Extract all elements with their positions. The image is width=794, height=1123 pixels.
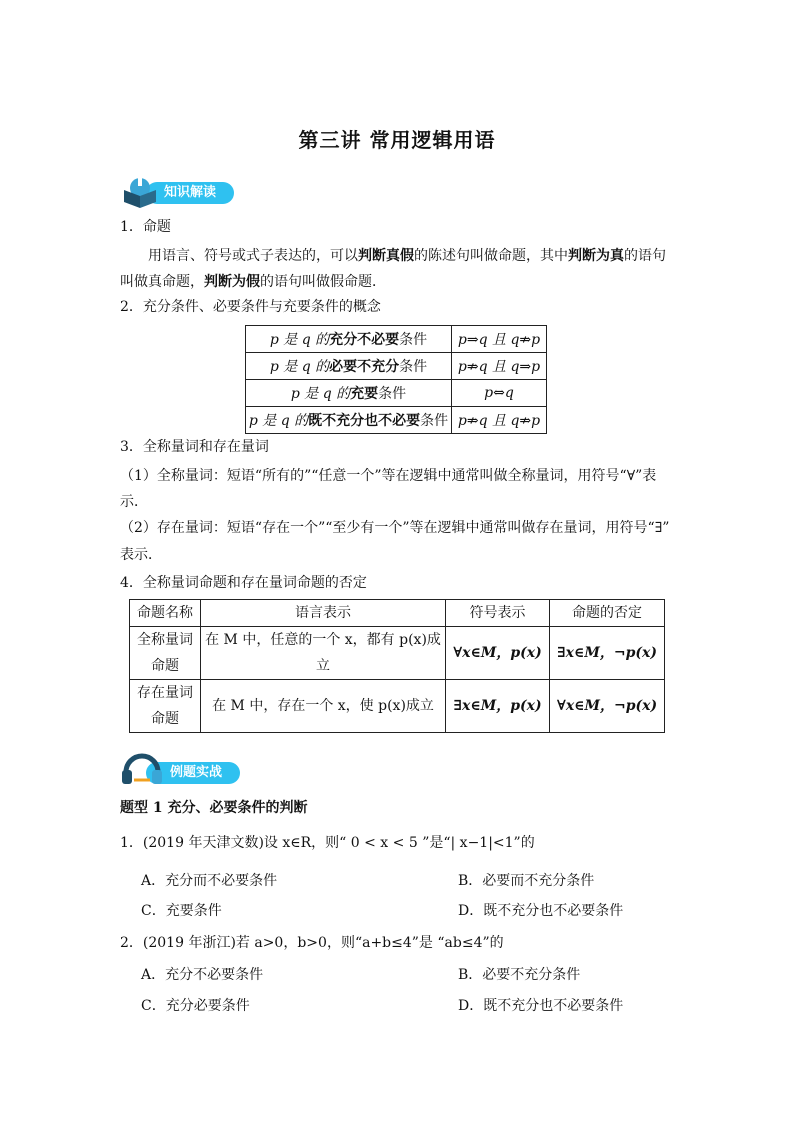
condition-cell: [246, 380, 452, 407]
header-cell: 命题名称: [130, 600, 201, 627]
lang-cell: 在 M 中，存在一个 x，使 p(x)成立: [201, 680, 446, 733]
s1-paragraph: [120, 243, 670, 295]
type1-heading: 题型 1 充分、必要条件的判断: [120, 800, 308, 816]
s3-p2b: 表示．: [120, 547, 162, 563]
sym-cell: ∃x∈M，p(x): [446, 680, 550, 733]
banner-label: 知识解读: [146, 182, 234, 204]
cell-text: 条件: [399, 332, 428, 348]
q1-option-d: D．既不充分也不必要条件: [458, 903, 624, 919]
cell-text: p 是 q 的: [248, 413, 309, 429]
cell-em: 充要: [350, 386, 379, 402]
q2-option-b: B．必要不充分条件: [458, 967, 581, 983]
symbol-cell: p⇔q: [452, 380, 547, 407]
section-banner-examples: [120, 756, 260, 786]
neg-cell: ∀x∈M，¬p(x): [550, 680, 665, 733]
table-row: [130, 680, 665, 733]
s1-text: 的陈述句叫做命题，其中: [414, 248, 568, 264]
q1-option-a: A．充分而不必要条件: [141, 873, 278, 889]
name-line: 命题: [151, 711, 179, 727]
symbol-cell: p⇒q 且 q⇏p: [452, 326, 547, 353]
q2-stem: 2．(2019 年浙江)若 a>0，b>0，则“a+b≤4”是 “ab≤4”的: [120, 935, 504, 951]
s3-p1b: 示．: [120, 494, 148, 510]
cell-text: p 是 q 的: [290, 386, 351, 402]
s1-em: 判断真假: [358, 248, 414, 264]
condition-cell: [246, 326, 452, 353]
q2-option-d: D．既不充分也不必要条件: [458, 998, 624, 1014]
condition-cell: [246, 407, 452, 434]
s1-text: 的语句叫做假命题．: [260, 274, 386, 290]
s1-heading: 1．命题: [120, 219, 171, 235]
header-cell: 语言表示: [201, 600, 446, 627]
q1-stem: 1．(2019 年天津文数)设 x∈R，则“ 0 < x < 5 ”是“| x−1|<1”的: [120, 835, 535, 851]
name-cell: [130, 627, 201, 680]
table-row: [246, 407, 547, 434]
s1-text: 的语句叫做真命题，: [120, 248, 666, 290]
name-cell: [130, 680, 201, 733]
q1-option-c: C．充要条件: [141, 903, 222, 919]
conditions-table: [245, 325, 547, 434]
symbol-cell: p⇏q 且 q⇒p: [452, 353, 547, 380]
headset-icon: [120, 750, 164, 790]
name-line: 全称量词: [137, 632, 193, 648]
table-row: [246, 380, 547, 407]
page-title: 第三讲 常用逻辑用语: [298, 128, 496, 152]
name-line: 命题: [151, 658, 179, 674]
symbol-cell: p⇏q 且 q⇏p: [452, 407, 547, 434]
cell-text: 条件: [420, 413, 449, 429]
condition-cell: [246, 353, 452, 380]
cell-text: 条件: [399, 359, 428, 375]
table-header-row: [130, 600, 665, 627]
cell-em: 既不充分也不必要: [308, 413, 421, 429]
q1-option-b: B．必要而不充分条件: [458, 873, 595, 889]
s4-heading: 4．全称量词命题和存在量词命题的否定: [120, 575, 367, 591]
sym-cell: ∀x∈M，p(x): [446, 627, 550, 680]
cell-em: 充分不必要: [329, 332, 400, 348]
banner-label: 例题实战: [146, 762, 240, 784]
table-row: [246, 353, 547, 380]
table-row: [130, 627, 665, 680]
cell-text: 条件: [378, 386, 407, 402]
lang-cell: 在 M 中，任意的一个 x，都有 p(x)成立: [201, 627, 446, 680]
table-row: [246, 326, 547, 353]
book-icon: [120, 176, 164, 210]
header-cell: 命题的否定: [550, 600, 665, 627]
header-cell: 符号表示: [446, 600, 550, 627]
s1-em: 判断为真: [568, 248, 624, 264]
name-line: 存在量词: [137, 685, 193, 701]
s3-p2a: （2）存在量词：短语“存在一个”“至少有一个”等在逻辑中通常叫做存在量词，用符号“∃”: [120, 520, 670, 536]
q2-option-a: A．充分不必要条件: [141, 967, 264, 983]
cell-text: p 是 q 的: [269, 332, 330, 348]
neg-cell: ∃x∈M，¬p(x): [550, 627, 665, 680]
s3-heading: 3．全称量词和存在量词: [120, 439, 269, 455]
cell-em: 必要不充分: [329, 359, 400, 375]
s3-p1a: （1）全称量词：短语“所有的”“任意一个”等在逻辑中通常叫做全称量词，用符号“∀”表: [120, 468, 657, 484]
quantifier-table: [129, 599, 665, 733]
q2-option-c: C．充分必要条件: [141, 998, 250, 1014]
s1-em: 判断为假: [204, 274, 260, 290]
section-banner-knowledge: [120, 176, 240, 206]
s2-heading: 2．充分条件、必要条件与充要条件的概念: [120, 299, 381, 315]
s1-text: 用语言、符号或式子表达的，可以: [148, 248, 358, 264]
cell-text: p 是 q 的: [269, 359, 330, 375]
